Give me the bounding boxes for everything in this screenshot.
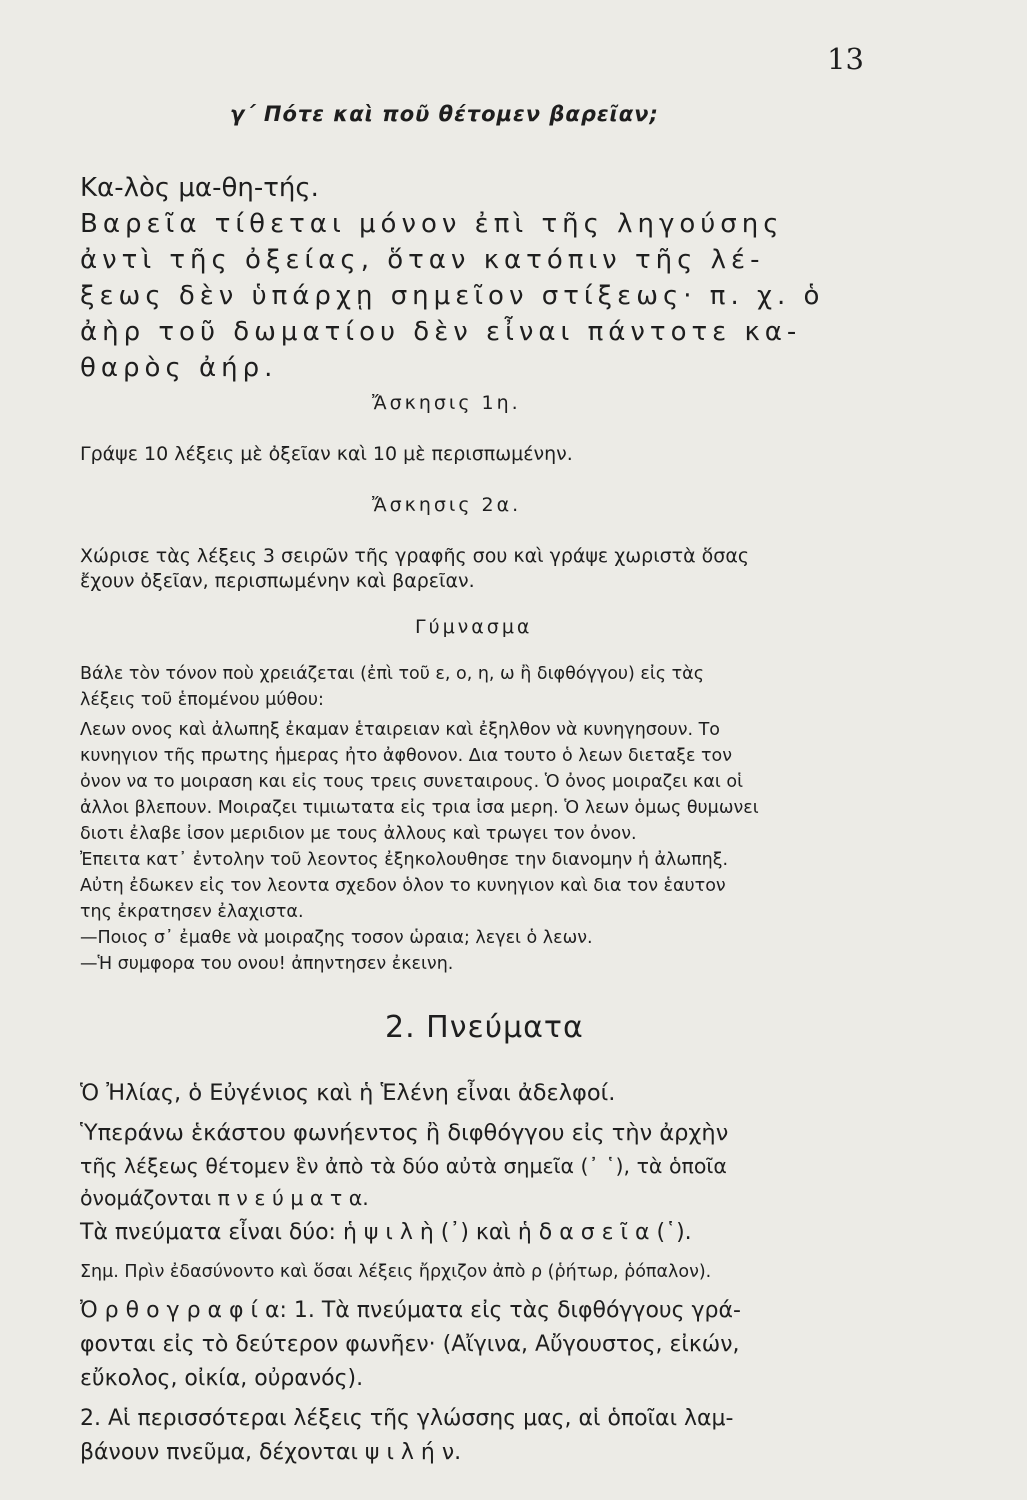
exercise-2-title: Ἄσκησις 2α.: [372, 494, 522, 516]
rule-line: θαρὸς ἀήρ.: [80, 353, 278, 383]
fable-line: —Ποιος σ᾽ ἐμαθε νὰ μοιραζης τοσον ὡραια; λεγει ὁ λεων.: [80, 928, 593, 948]
exercise-1-title: Ἄσκησις 1η.: [372, 392, 521, 414]
orthography-line: εὔκολος, οἰκία, οὐρανός).: [80, 1366, 364, 1391]
section-2-line: Ὑπεράνω ἑκάστου φωνήεντος ἢ διφθόγγου εἰς τὴν ἀρχὴν: [80, 1120, 729, 1146]
fable-line: κυνηγιον τῆς πρωτης ἡμερας ἠτο ἀφθονον. Δια τουτο ὁ λεων διεταξε τον: [80, 746, 732, 766]
fable-line: διοτι ἐλαβε ἰσον μεριδιον με τους ἀλλους καὶ τρωγει τον ὀνον.: [80, 824, 637, 844]
orthography-line: 2. Αἱ περισσότεραι λέξεις τῆς γλώσσης μας, αἱ ὁποῖαι λαμ-: [80, 1406, 734, 1431]
rule-line: ἀὴρ τοῦ δωματίου δὲν εἶναι πάντοτε κα-: [80, 317, 802, 347]
section-heading: γ΄ Πότε καὶ ποῦ θέτομεν βαρεῖαν;: [230, 102, 659, 126]
exercise-1-text: Γράψε 10 λέξεις μὲ ὀξεῖαν καὶ 10 μὲ περισπωμένην.: [80, 443, 573, 465]
orthography-line: φονται εἰς τὸ δεύτερον φωνῆεν· (Αἴγινα, Αὔγουστος, εἰκών,: [80, 1332, 740, 1357]
fable-line: Αὐτη ἐδωκεν εἰς τον λεοντα σχεδον ὁλον το κυνηγιον καὶ δια τον ἑαυτον: [80, 876, 726, 896]
gymnasma-title: Γύμνασμα: [415, 616, 533, 638]
example-phrase: Κα-λὸς μα-θη-τής.: [80, 173, 319, 203]
fable-line: Ἐπειτα κατ᾽ ἐντολην τοῦ λεοντος ἐξηκολουθησε την διανομην ἡ ἀλωπηξ.: [80, 850, 729, 870]
rule-line: ξεως δὲν ὑπάρχῃ σημεῖον στίξεως· π. χ. ὁ: [80, 281, 825, 311]
orthography-line: βάνουν πνεῦμα, δέχονται ψ ι λ ή ν.: [80, 1440, 462, 1465]
section-2-note: Σημ. Πρὶν ἐδασύνοντο καὶ ὅσαι λέξεις ἤρχιζον ἀπὸ ρ (ῥήτωρ, ῥόπαλον).: [80, 1262, 712, 1282]
rule-line: Βαρεῖα τίθεται μόνον ἐπὶ τῆς ληγούσης: [80, 209, 784, 239]
section-2-line: Τὰ πνεύματα εἶναι δύο: ἡ ψ ι λ ὴ (᾿) καὶ ἡ δ α σ ε ῖ α (῾).: [80, 1220, 692, 1245]
fable-line: της ἐκρατησεν ἐλαχιστα.: [80, 902, 304, 922]
section-2-line: ὀνομάζονται π ν ε ύ μ α τ α.: [80, 1186, 369, 1210]
section-2-line: Ὁ Ἠλίας, ὁ Εὐγένιος καὶ ἡ Ἑλένη εἶναι ἀδελφοί.: [80, 1080, 616, 1106]
fable-line: Λεων ονος καὶ ἀλωπηξ ἐκαμαν ἑταιρειαν καὶ ἐξηλθον νὰ κυνηγησουν. Το: [80, 720, 721, 740]
fable-line: ἀλλοι βλεπουν. Μοιραζει τιμιωτατα εἰς τρια ἰσα μερη. Ὁ λεων ὁμως θυμωνει: [80, 798, 759, 818]
orthography-line: Ὀ ρ θ ο γ ρ α φ ί α: 1. Τὰ πνεύματα εἰς τὰς διφθόγγους γρά-: [80, 1298, 741, 1323]
section-2-title: 2. Πνεύματα: [385, 1010, 584, 1045]
gymnasma-instruction: Βάλε τὸν τόνον ποὺ χρειάζεται (ἐπὶ τοῦ ε, ο, η, ω ἢ διφθόγγου) εἰς τὰς: [80, 664, 704, 684]
exercise-2-line: ἔχουν ὀξεῖαν, περισπωμένην καὶ βαρεῖαν.: [80, 570, 475, 592]
page-number: 13: [827, 42, 864, 76]
fable-line: ὀνον να το μοιραση και εἰς τους τρεις συνεταιρους. Ὁ ὀνος μοιραζει και οἱ: [80, 772, 744, 792]
rule-line: ἀντὶ τῆς ὀξείας, ὅταν κατόπιν τῆς λέ-: [80, 245, 765, 275]
gymnasma-instruction: λέξεις τοῦ ἑπομένου μύθου:: [80, 690, 324, 710]
exercise-2-line: Χώρισε τὰς λέξεις 3 σειρῶν τῆς γραφῆς σου καὶ γράψε χωριστὰ ὅσας: [80, 545, 750, 567]
section-2-line: τῆς λέξεως θέτομεν ἓν ἀπὸ τὰ δύο αὐτὰ σημεῖα (᾿ ῾), τὰ ὁποῖα: [80, 1154, 727, 1178]
fable-line: —Ἡ συμφορα του ονου! ἀπηντησεν ἐκεινη.: [80, 954, 454, 974]
